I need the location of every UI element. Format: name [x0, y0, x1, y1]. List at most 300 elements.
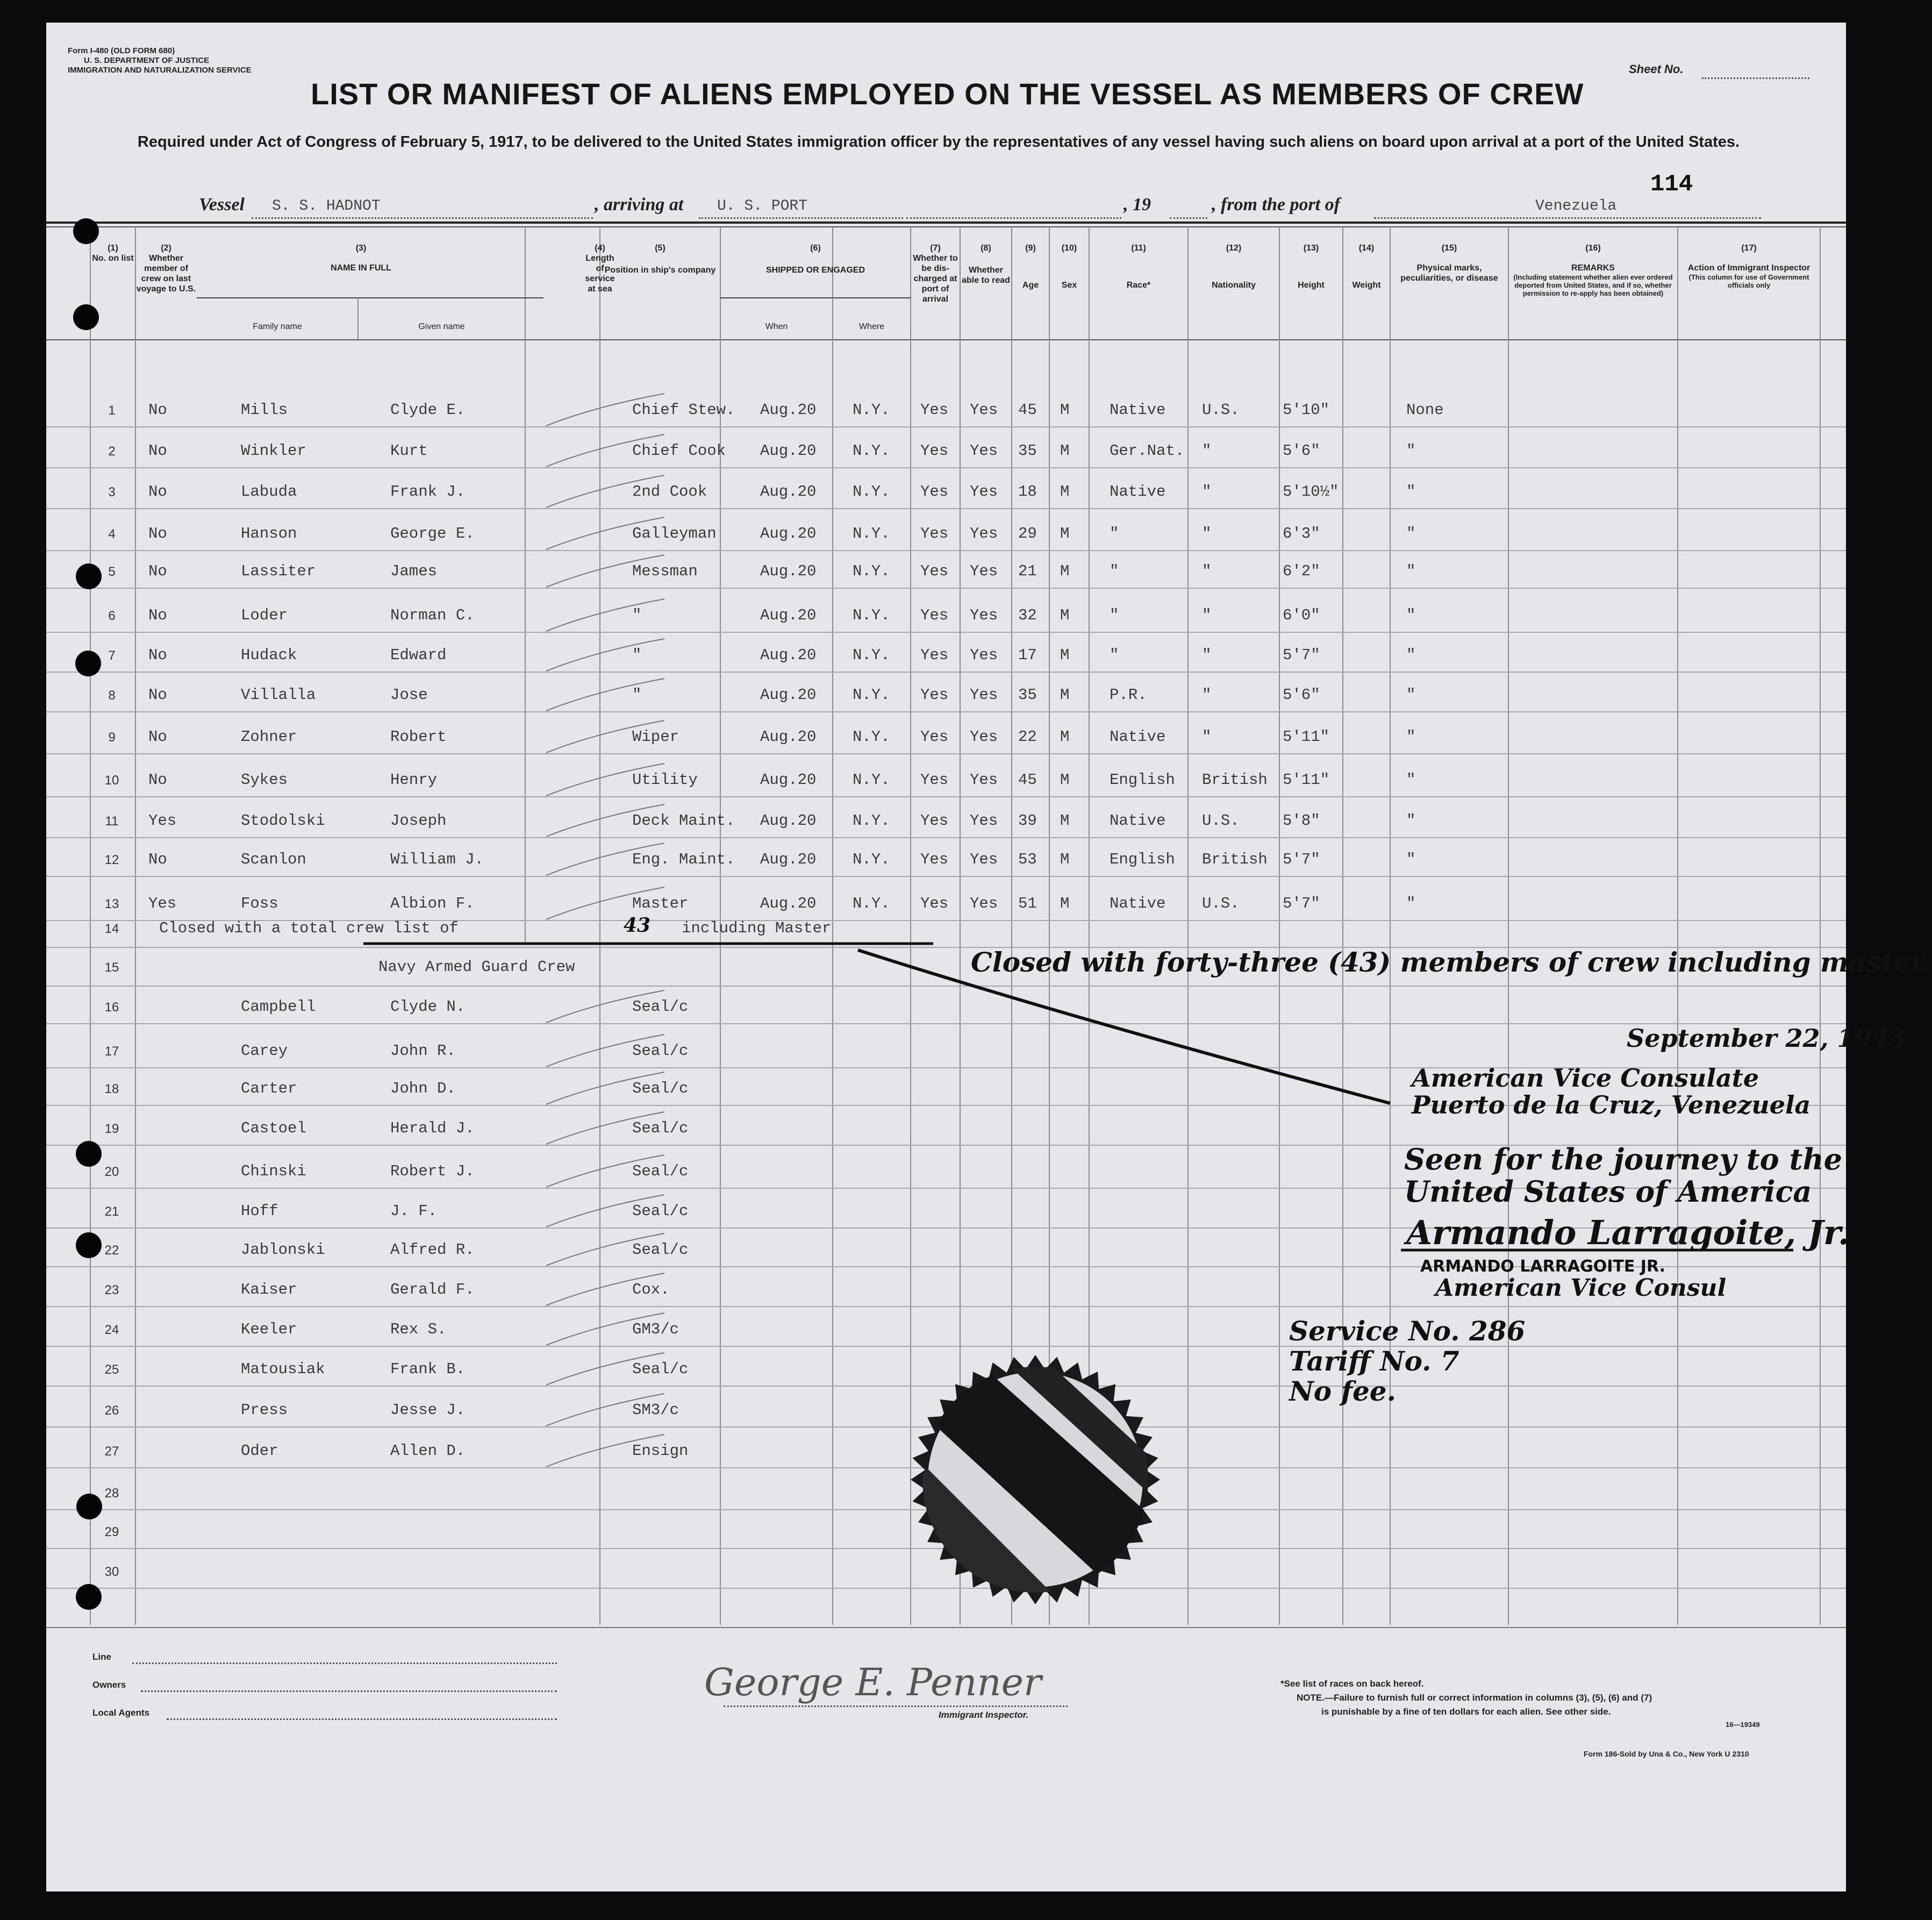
shipped-where-cell: N.Y. [853, 895, 890, 912]
col-service-title: Length of service at sea [585, 254, 615, 294]
last-voyage-cell: No [148, 728, 167, 746]
sex-cell: M [1060, 728, 1070, 746]
age-cell: 53 [1018, 851, 1037, 868]
row-number: 26 [104, 1403, 119, 1418]
sex-cell: M [1060, 646, 1070, 664]
shipped-where-cell: N.Y. [853, 483, 890, 501]
navy-guard-heading: Navy Armed Guard Crew [378, 958, 575, 976]
position-cell: Master [632, 895, 689, 912]
penalty-note-1: NOTE.—Failure to furnish full or correct information in columns (3), (5), (6) and (7) [1297, 1693, 1652, 1703]
sex-cell: M [1060, 771, 1070, 789]
footer-agents-dots [167, 1718, 557, 1720]
family-name-cell: Lassiter [241, 562, 316, 580]
col-no-number: (1) [108, 244, 118, 253]
last-voyage-cell: No [148, 606, 167, 624]
service-number: Service No. 286 [1289, 1315, 1526, 1347]
col-action-header [1678, 243, 1820, 289]
given-name-cell: Henry [390, 771, 438, 789]
given-name-cell: Frank B. [390, 1360, 466, 1378]
given-name-cell: Clyde N. [390, 998, 466, 1016]
row-number: 24 [104, 1323, 119, 1337]
col-age-title: Age [1022, 281, 1039, 290]
given-name-cell: Albion F. [390, 895, 475, 912]
able-to-read-cell: Yes [970, 562, 998, 580]
manifest-sheet [46, 23, 1932, 1892]
shipped-where-cell: N.Y. [853, 686, 890, 704]
position-cell: Seal/c [632, 1241, 689, 1259]
given-name-cell: Clyde E. [390, 401, 466, 419]
family-name-cell: Hudack [241, 646, 297, 664]
given-name-cell: Robert J. [390, 1162, 475, 1180]
shipped-where-cell: N.Y. [853, 562, 890, 580]
fee-note: No fee. [1289, 1375, 1396, 1407]
form-code: 16—19349 [1726, 1721, 1760, 1729]
row-number: 5 [108, 565, 116, 579]
page-title: LIST OR MANIFEST OF ALIENS EMPLOYED ON THE VESSEL AS MEMBERS OF CREW [311, 77, 1584, 111]
age-cell: 22 [1018, 728, 1037, 746]
shipped-when-cell: Aug.20 [760, 851, 817, 868]
date-dotline [906, 217, 1121, 219]
age-cell: 45 [1018, 771, 1037, 789]
sex-cell: M [1060, 442, 1070, 460]
department: U. S. DEPARTMENT OF JUSTICE [84, 56, 210, 65]
shipped-where-cell: N.Y. [853, 442, 890, 460]
row-number: 12 [104, 853, 119, 867]
family-name-cell: Press [241, 1401, 288, 1419]
height-cell: 5'7" [1283, 646, 1320, 664]
able-to-read-cell: Yes [970, 895, 998, 912]
height-cell: 5'6" [1283, 686, 1320, 704]
col-name-title: NAME IN FULL [331, 263, 391, 273]
family-name-cell: Hanson [241, 525, 297, 543]
race-cell: " [1110, 525, 1119, 543]
shipped-where-cell: N.Y. [853, 771, 890, 789]
last-voyage-cell: No [148, 483, 167, 501]
discharged-cell: Yes [920, 851, 949, 868]
discharged-cell: Yes [920, 895, 949, 912]
col-last-voyage-number: (2) [161, 244, 171, 253]
col-height-title: Height [1298, 281, 1325, 290]
col-position-title: Position in ship's company [604, 266, 716, 275]
col-race-title: Race* [1126, 281, 1151, 290]
col-action-subtitle: (This column for use of Government officials only [1688, 273, 1809, 289]
vessel-name: S. S. HADNOT [272, 198, 381, 215]
family-name-cell: Carey [241, 1042, 288, 1060]
physical-marks-cell: " [1406, 851, 1416, 868]
family-name-cell: Hoff [241, 1202, 278, 1220]
form-number: Form I-480 (OLD FORM 680) [68, 46, 175, 55]
able-to-read-cell: Yes [970, 812, 998, 830]
position-cell: " [632, 686, 642, 704]
col-nationality-header [1188, 243, 1279, 290]
family-name-cell: Zohner [241, 728, 297, 746]
col-weight-title: Weight [1352, 281, 1381, 290]
row-number: 8 [108, 688, 116, 703]
given-name-cell: Kurt [390, 442, 428, 460]
shipped-where-cell: N.Y. [853, 851, 890, 868]
footer-line-label: Line [92, 1652, 111, 1662]
col-nationality-title: Nationality [1212, 281, 1256, 290]
col-marks-title: Physical marks, peculiarities, or disease [1400, 263, 1498, 283]
family-name-cell: Carter [241, 1080, 297, 1097]
discharged-cell: Yes [920, 562, 949, 580]
col-name-number: (3) [355, 244, 367, 253]
family-name-cell: Villalla [241, 686, 316, 704]
race-cell: Ger.Nat. [1110, 442, 1185, 460]
given-name-cell: Rex S. [390, 1321, 447, 1338]
position-cell: Ensign [632, 1442, 689, 1460]
height-cell: 6'0" [1283, 606, 1320, 624]
col-remarks-header [1508, 243, 1678, 297]
form-id-block [68, 46, 252, 75]
physical-marks-cell: " [1406, 771, 1416, 789]
physical-marks-cell: None [1406, 401, 1444, 419]
col-shipped-header [720, 243, 911, 275]
col-race-header [1089, 243, 1188, 290]
physical-marks-cell: " [1406, 812, 1416, 830]
sheet-no-label: Sheet No. [1629, 62, 1684, 76]
given-name-cell: John R. [390, 1042, 456, 1060]
row-number: 28 [104, 1486, 119, 1501]
shipped-where-cell: N.Y. [853, 812, 890, 830]
from-dotline [1374, 217, 1761, 219]
family-name-cell: Castoel [241, 1119, 306, 1137]
sex-cell: M [1060, 686, 1070, 704]
age-cell: 45 [1018, 401, 1037, 419]
position-cell: SM3/c [632, 1401, 679, 1419]
col-sex-number: (10) [1061, 244, 1077, 253]
seen-line-2: United States of America [1404, 1174, 1812, 1209]
race-cell: Native [1110, 401, 1166, 419]
family-name-cell: Keeler [241, 1321, 297, 1338]
last-voyage-cell: Yes [148, 895, 177, 912]
closing-count: 43 [624, 914, 651, 937]
last-voyage-cell: No [148, 851, 167, 868]
sex-cell: M [1060, 401, 1070, 419]
discharged-cell: Yes [920, 646, 949, 664]
age-cell: 39 [1018, 812, 1037, 830]
col-discharged-number: (7) [930, 244, 941, 253]
physical-marks-cell: " [1406, 483, 1416, 501]
penalty-note-2: is punishable by a fine of ten dollars for each alien. See other side. [1321, 1707, 1611, 1717]
row-number: 25 [104, 1362, 119, 1377]
family-name-cell: Mills [241, 401, 288, 419]
col-when-header: When [765, 322, 788, 331]
shipped-where-cell: N.Y. [853, 646, 890, 664]
printer-imprint: Form 186-Sold by Una & Co., New York U 2310 [1584, 1750, 1749, 1758]
physical-marks-cell: " [1406, 686, 1416, 704]
nationality-cell: British [1202, 771, 1268, 789]
height-cell: 6'2" [1283, 562, 1320, 580]
col-action-title: Action of Immigrant Inspector [1687, 263, 1811, 273]
shipped-when-cell: Aug.20 [760, 771, 817, 789]
height-cell: 6'3" [1283, 525, 1320, 543]
col-shipped-number: (6) [810, 244, 821, 253]
col-marks-number: (15) [1441, 244, 1457, 253]
position-cell: Seal/c [632, 1162, 689, 1180]
height-cell: 5'8" [1283, 812, 1320, 830]
nationality-cell: " [1202, 562, 1212, 580]
discharged-cell: Yes [920, 483, 949, 501]
col-last-voyage-title: Whether member of crew on last voyage to U.S. [136, 254, 196, 294]
physical-marks-cell: " [1406, 525, 1416, 543]
able-to-read-cell: Yes [970, 771, 998, 789]
age-cell: 17 [1018, 646, 1037, 664]
position-cell: Seal/c [632, 1202, 689, 1220]
vessel-label: Vessel [199, 195, 245, 215]
col-position-number: (5) [655, 244, 666, 253]
able-to-read-cell: Yes [970, 646, 998, 664]
col-read-header [960, 243, 1012, 285]
family-name-cell: Sykes [241, 771, 288, 789]
position-cell: Utility [632, 771, 698, 789]
col-weight-number: (14) [1358, 244, 1375, 253]
position-cell: Galleyman [632, 525, 717, 543]
race-cell: Native [1110, 728, 1166, 746]
col-given-name-header: Given name [418, 322, 465, 331]
given-name-cell: William J. [390, 851, 484, 868]
race-cell: English [1110, 851, 1175, 868]
shipped-when-cell: Aug.20 [760, 606, 817, 624]
given-name-cell: Gerald F. [390, 1281, 475, 1298]
nationality-cell: " [1202, 686, 1212, 704]
age-cell: 18 [1018, 483, 1037, 501]
seen-line-1: Seen for the journey to the [1404, 1142, 1843, 1176]
last-voyage-cell: No [148, 525, 167, 543]
vessel-dotline [252, 217, 593, 219]
position-cell: Seal/c [632, 1360, 689, 1378]
given-name-cell: Frank J. [390, 483, 466, 501]
row-number: 14 [104, 922, 119, 936]
col-discharged-title: Whether to be dis-charged at port of arrival [913, 254, 958, 304]
race-cell: Native [1110, 812, 1166, 830]
race-cell: " [1110, 646, 1119, 664]
col-remarks-title: REMARKS [1571, 263, 1615, 273]
physical-marks-cell: " [1406, 646, 1416, 664]
service-name: IMMIGRATION AND NATURALIZATION SERVICE [68, 66, 252, 75]
nationality-cell: " [1202, 525, 1212, 543]
shipped-when-cell: Aug.20 [760, 562, 817, 580]
family-name-cell: Jablonski [241, 1241, 325, 1259]
consul-printed-name: ARMANDO LARRAGOITE JR. [1420, 1257, 1666, 1276]
race-cell: Native [1110, 895, 1166, 912]
able-to-read-cell: Yes [970, 851, 998, 868]
sex-cell: M [1060, 562, 1070, 580]
footer-owners-label: Owners [92, 1680, 126, 1690]
height-cell: 5'7" [1283, 895, 1320, 912]
height-cell: 5'10½" [1283, 483, 1339, 501]
age-cell: 29 [1018, 525, 1037, 543]
race-cell: P.R. [1110, 686, 1147, 704]
discharged-cell: Yes [920, 442, 949, 460]
col-remarks-number: (16) [1585, 244, 1601, 253]
last-voyage-cell: No [148, 442, 167, 460]
col-shipped-title: SHIPPED OR ENGAGED [765, 266, 865, 275]
able-to-read-cell: Yes [970, 401, 998, 419]
family-name-cell: Foss [241, 895, 278, 912]
given-name-cell: Jesse J. [390, 1401, 466, 1419]
race-cell: " [1110, 562, 1119, 580]
nationality-cell: " [1202, 483, 1212, 501]
col-sex-header [1049, 243, 1089, 290]
col-position-header [600, 243, 720, 275]
shipped-where-cell: N.Y. [853, 525, 890, 543]
shipped-when-cell: Aug.20 [760, 442, 817, 460]
last-voyage-cell: No [148, 771, 167, 789]
last-voyage-cell: Yes [148, 812, 177, 830]
binder-hole [75, 651, 101, 676]
consul-signature: Armando Larragoite, Jr. [1406, 1213, 1850, 1252]
position-cell: GM3/c [632, 1321, 679, 1338]
page-subtitle: Required under Act of Congress of February 5, 1917, to be delivered to the United States immigration officer by the representatives of any vessel having such aliens on board upon arrival at a port of the United States. [137, 133, 1740, 151]
consulate-line-1: American Vice Consulate [1412, 1064, 1759, 1093]
nationality-cell: " [1202, 728, 1212, 746]
height-cell: 5'7" [1283, 851, 1320, 868]
arriving-label: , arriving at [595, 195, 684, 215]
row-number: 13 [104, 897, 119, 911]
footer-agents-label: Local Agents [92, 1708, 150, 1718]
position-cell: Deck Maint. [632, 812, 735, 830]
year-label: , 19 [1124, 195, 1151, 215]
position-cell: 2nd Cook [632, 483, 707, 501]
arriving-dotline [699, 217, 903, 219]
able-to-read-cell: Yes [970, 483, 998, 501]
given-name-cell: Alfred R. [390, 1241, 475, 1259]
col-remarks-subtitle: (Including statement whether alien ever ordered deported from United States, and if so, whether permission to re-apply has been obtained) [1513, 273, 1673, 297]
row-number: 17 [104, 1044, 119, 1059]
tariff-number: Tariff No. 7 [1289, 1345, 1459, 1377]
binder-hole [73, 218, 99, 244]
sex-cell: M [1060, 895, 1070, 912]
shipped-when-cell: Aug.20 [760, 483, 817, 501]
row-number: 6 [108, 609, 116, 623]
nationality-cell: British [1202, 851, 1268, 868]
closing-text-b: including Master [682, 919, 832, 937]
from-port: Venezuela [1535, 198, 1617, 215]
shipped-where-cell: N.Y. [853, 728, 890, 746]
able-to-read-cell: Yes [970, 606, 998, 624]
able-to-read-cell: Yes [970, 525, 998, 543]
position-cell: Cox. [632, 1281, 670, 1298]
last-voyage-cell: No [148, 686, 167, 704]
binder-hole [73, 304, 99, 330]
sex-cell: M [1060, 606, 1070, 624]
binder-hole [76, 1232, 102, 1258]
inspector-signature: George E. Penner [704, 1660, 1042, 1704]
given-name-cell: Joseph [390, 812, 447, 830]
last-voyage-cell: No [148, 646, 167, 664]
shipped-where-cell: N.Y. [853, 401, 890, 419]
age-cell: 35 [1018, 686, 1037, 704]
col-action-number: (17) [1741, 244, 1757, 253]
nationality-cell: " [1202, 442, 1212, 460]
row-number: 16 [104, 1000, 119, 1015]
row-number: 23 [104, 1283, 119, 1297]
col-height-number: (13) [1303, 244, 1319, 253]
closing-text-a: Closed with a total crew list of [159, 919, 459, 937]
row-number: 27 [104, 1444, 119, 1459]
position-cell: Chief Cook [632, 442, 726, 460]
shipped-when-cell: Aug.20 [760, 525, 817, 543]
family-name-cell: Winkler [241, 442, 306, 460]
col-marks-header [1390, 243, 1508, 283]
row-number: 3 [108, 485, 116, 499]
sex-cell: M [1060, 851, 1070, 868]
row-number: 1 [108, 403, 116, 418]
col-weight-header [1343, 243, 1390, 290]
col-no-header [90, 243, 135, 263]
age-cell: 21 [1018, 562, 1037, 580]
shipped-when-cell: Aug.20 [760, 895, 817, 912]
family-name-cell: Oder [241, 1442, 278, 1460]
binder-hole [76, 1584, 102, 1610]
col-height-header [1279, 243, 1343, 290]
nationality-cell: " [1202, 646, 1212, 664]
position-cell: " [632, 606, 642, 624]
col-name-header [197, 243, 525, 273]
shipped-when-cell: Aug.20 [760, 728, 817, 746]
discharged-cell: Yes [920, 812, 949, 830]
row-number: 15 [104, 960, 119, 975]
row-number: 9 [108, 730, 116, 745]
sex-cell: M [1060, 812, 1070, 830]
last-voyage-cell: No [148, 401, 167, 419]
binder-hole [76, 1494, 102, 1519]
col-service-number: (4) [595, 244, 605, 253]
shipped-when-cell: Aug.20 [760, 686, 817, 704]
position-cell: Seal/c [632, 1042, 689, 1060]
embossed-seal [896, 1351, 1175, 1609]
arriving-port: U. S. PORT [717, 198, 808, 215]
family-name-cell: Kaiser [241, 1281, 297, 1298]
discharged-cell: Yes [920, 606, 949, 624]
family-name-cell: Labuda [241, 483, 297, 501]
family-name-cell: Scanlon [241, 851, 306, 868]
discharged-cell: Yes [920, 686, 949, 704]
binder-hole [76, 1141, 102, 1167]
physical-marks-cell: " [1406, 562, 1416, 580]
able-to-read-cell: Yes [970, 442, 998, 460]
row-number: 2 [108, 444, 116, 459]
able-to-read-cell: Yes [970, 728, 998, 746]
nationality-cell: U.S. [1202, 895, 1240, 912]
sheet-no-line [1702, 77, 1809, 79]
footer-owners-dots [141, 1690, 557, 1692]
age-cell: 35 [1018, 442, 1037, 460]
shipped-when-cell: Aug.20 [760, 646, 817, 664]
race-cell: Native [1110, 483, 1166, 501]
row-number: 18 [104, 1082, 119, 1096]
col-race-number: (11) [1131, 244, 1146, 253]
physical-marks-cell: " [1406, 895, 1416, 912]
discharged-cell: Yes [920, 525, 949, 543]
year-dotline [1170, 217, 1207, 219]
discharged-cell: Yes [920, 771, 949, 789]
col-sex-title: Sex [1061, 281, 1077, 290]
family-name-cell: Stodolski [241, 812, 325, 830]
handwritten-closed-note: Closed with forty-three (43) members of crew including master. [971, 946, 1932, 978]
col-read-number: (8) [981, 244, 991, 253]
given-name-cell: John D. [390, 1080, 456, 1097]
binder-hole [76, 563, 102, 589]
row-number: 22 [104, 1243, 119, 1258]
races-note: *See list of races on back hereof. [1280, 1679, 1424, 1689]
race-cell: English [1110, 771, 1175, 789]
row-number: 21 [104, 1204, 119, 1219]
age-cell: 32 [1018, 606, 1037, 624]
given-name-cell: James [390, 562, 438, 580]
age-cell: 51 [1018, 895, 1037, 912]
